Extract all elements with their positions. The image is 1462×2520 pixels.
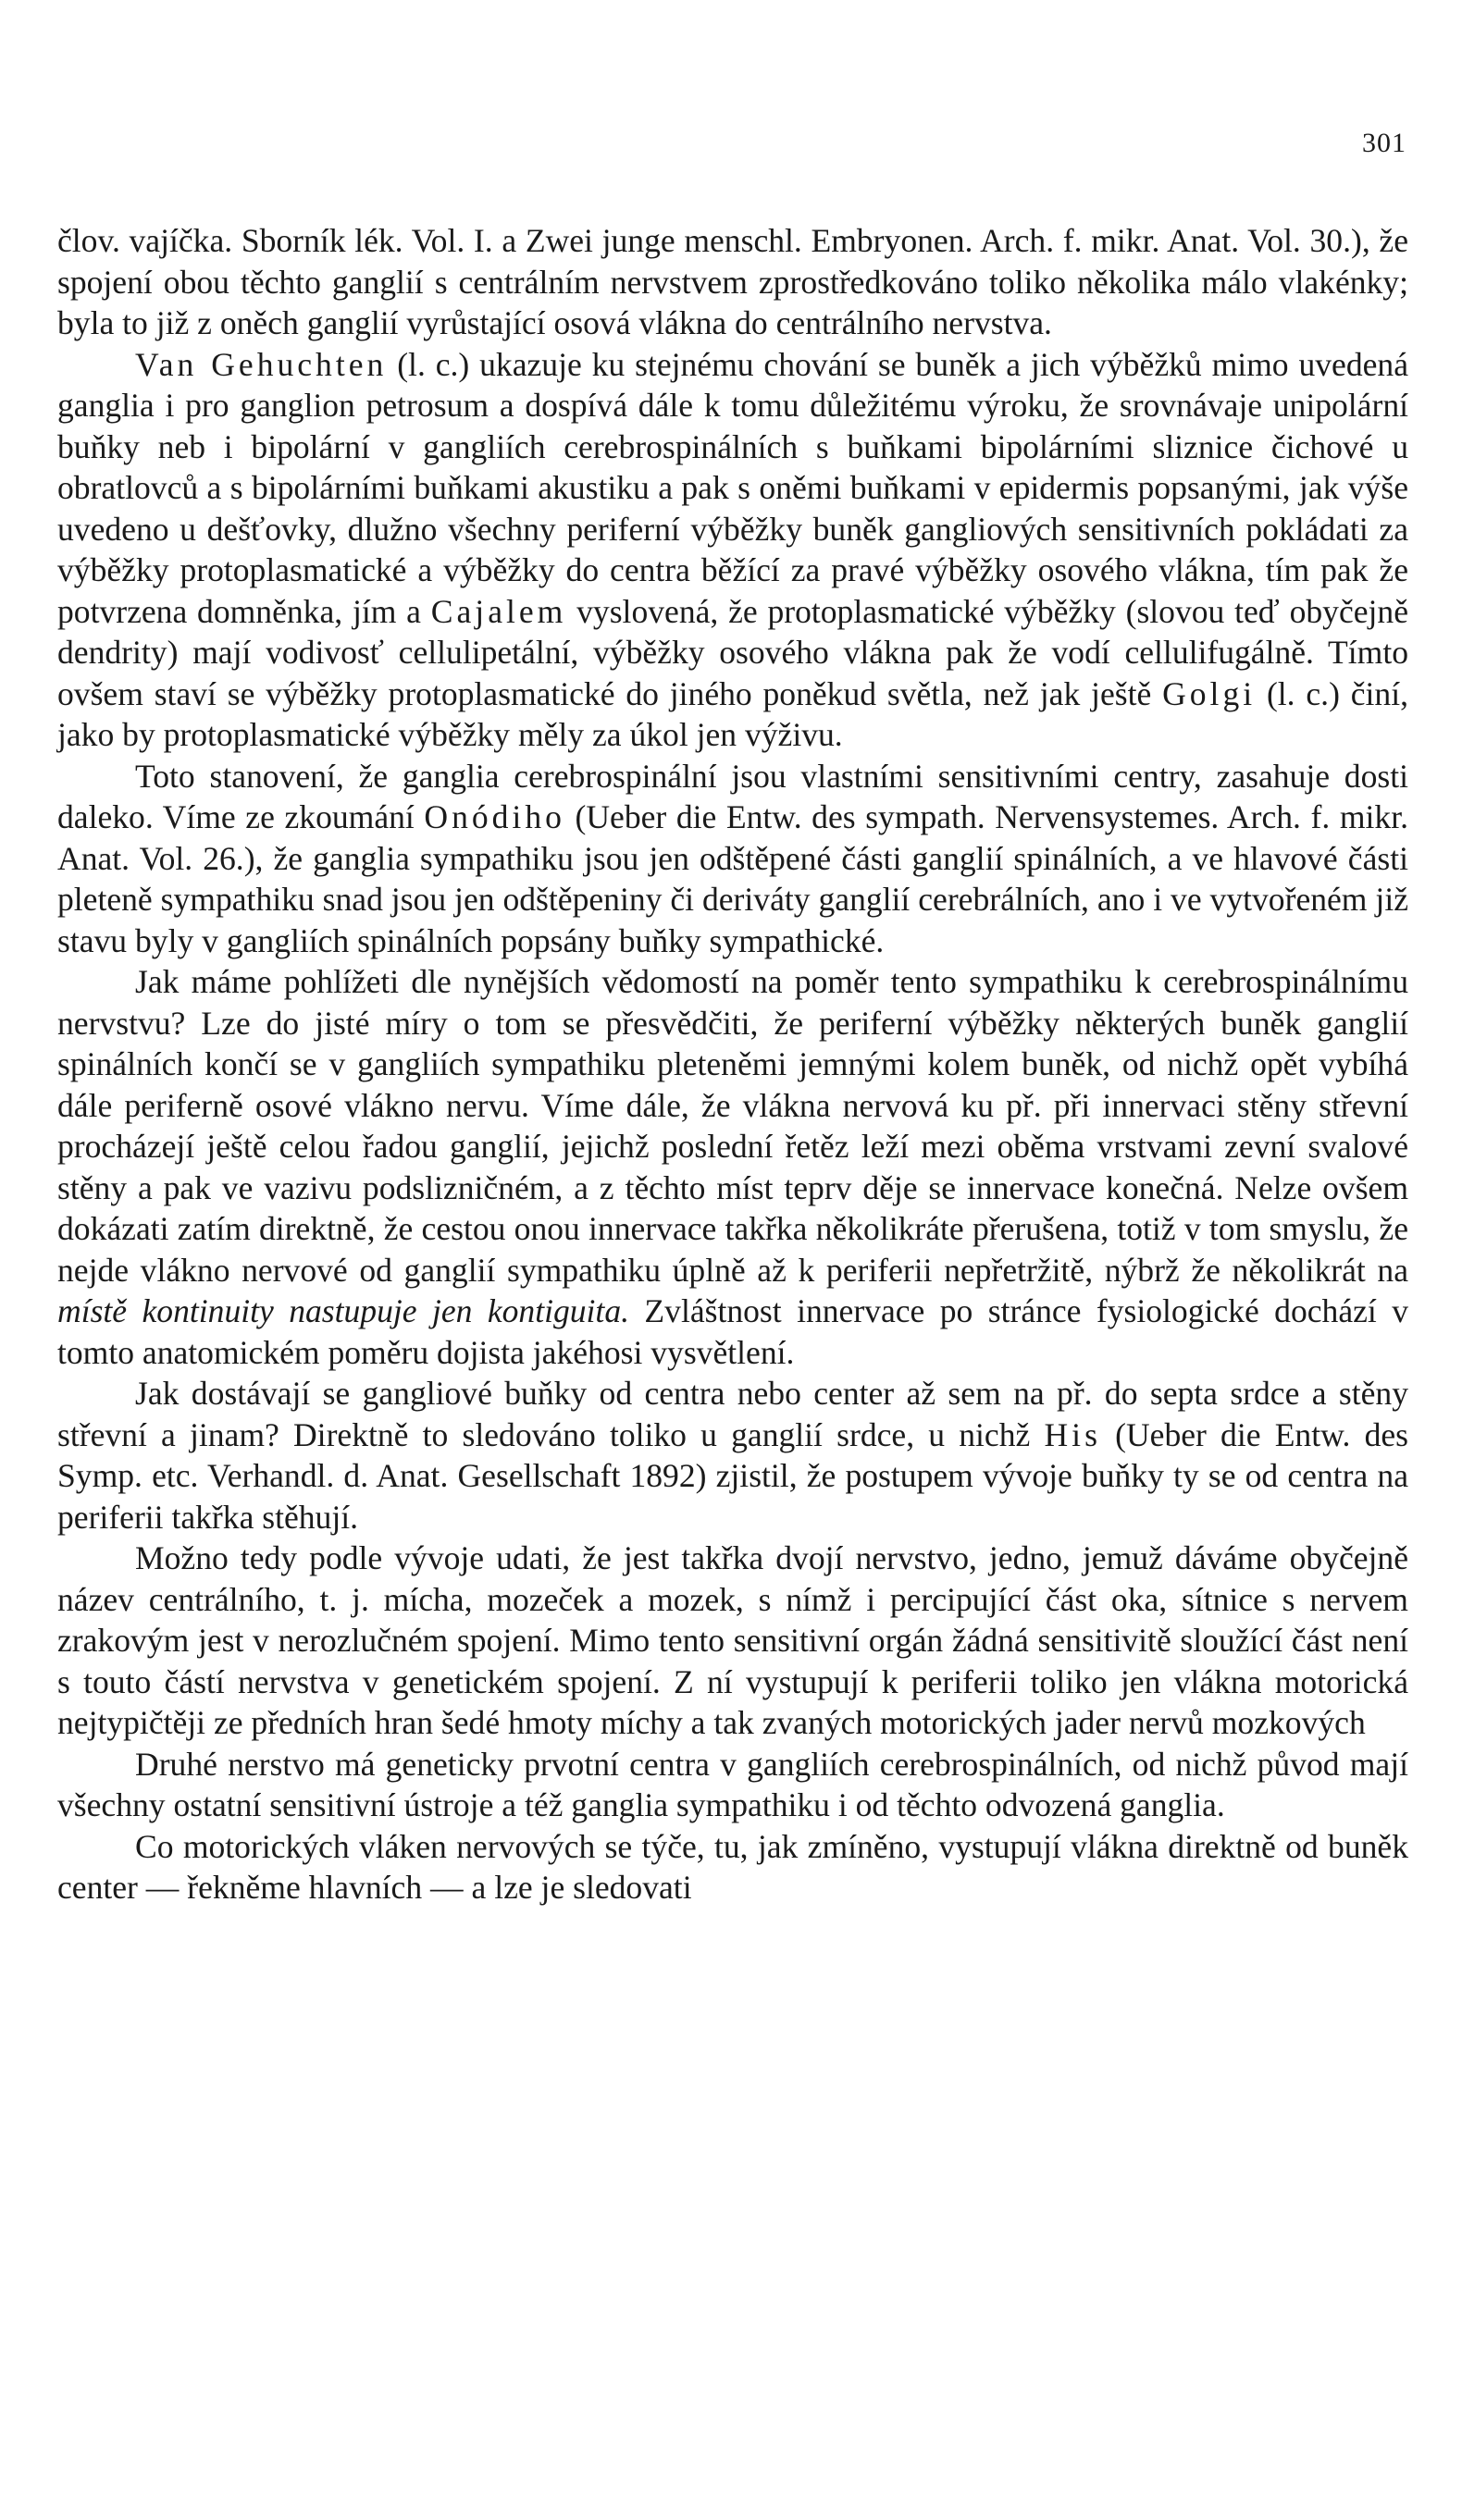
text-segment: vyslovená, že protoplasmatické výběžky (slovou teď obyčejně dendrity) mají vodivosť cellulipetální, výběžky osového vlákna pak že vodí cellulifugálně. Tímto ovšem staví se výběžky protoplasmatické do jiného poněkud světla, než jak ještě [57, 592, 1409, 712]
text-segment: (l. c.) činí, jako by protoplasmatické výběžky měly za úkol jen výživu. [57, 674, 1408, 753]
author-name: Cajalem [430, 592, 567, 630]
author-name: His [1044, 1415, 1101, 1453]
paragraph [57, 1538, 1408, 1744]
text-segment: (Ueber die Entw. des Symp. etc. Verhandl. d. Anat. Gesellschaft 1892) zjistil, že postupem vývoje buňky ty se od centra na periferii takřka stěhují. [57, 1415, 1408, 1536]
paragraph [57, 1373, 1408, 1538]
text-segment: (l. c.) ukazuje ku stejnému chování se buněk a jich výběžků mimo uvedená ganglia i pro ganglion petrosum a dospívá dále k tomu důležitému výroku, že srovnávaje unipolární buňky neb i bipolární v gangliích cerebrospinálních s buňkami bipolárními sliznice čichové u obratlovců a s bipolárními buňkami akustiku a pak s oněmi buňkami v epidermis popsanými, jak výše uvedeno u dešťovky, dlužno všechny periferní výběžky buněk gangliových sensitivních pokládati za výběžky protoplasmatické a výběžky do centra běžící za pravé výběžky osového vlákna, tím pak že potvrzena domněnka, jím a [57, 345, 1408, 630]
paragraph [57, 344, 1408, 756]
paragraph [57, 220, 1408, 344]
text-segment: Toto stanovení, že ganglia cerebrospinální jsou vlastními sensitivními centry, zasahuje dosti daleko. Víme ze zkoumání [57, 757, 1408, 835]
page-number: 301 [1362, 128, 1406, 158]
text-segment: člov. vajíčka. Sborník lék. Vol. I. a Zwei junge menschl. Embryonen. Arch. f. mikr. Anat. Vol. 30.), že spojení obou těchto ganglií s centrálním nervstvem zprostředkováno toliko několika málo vlakénky; byla to již z oněch ganglií vyrůstající osová vlákna do centrálního nervstva. [57, 222, 1408, 341]
text-segment: Zvláštnost innervace po stránce fysiologické dochází v tomto anatomickém poměru dojista jakéhosi vysvětlení. [57, 1292, 1408, 1371]
author-name: Onódiho [424, 798, 565, 835]
text-segment: Jak dostávají se gangliové buňky od centra nebo center až sem na př. do septa srdce a stěny střevní a jinam? Direktně to sledováno toliko u ganglií srdce, u nichž [57, 1375, 1408, 1453]
paragraph [57, 756, 1408, 962]
text-segment: Možno tedy podle vývoje udati, že jest takřka dvojí nervstvo, jedno, jemuž dáváme obyčejně název centrálního, t. j. mícha, mozeček a mozek, s nímž i percipující část oka, sítnice s nervem zrakovým jest v nerozlučném spojení. Mimo tento sensitivní orgán žádná sensitivitě sloužící část není s touto částí nervstva v genetickém spojení. Z ní vystupují k periferii toliko jen vlákna motorická nejtypičtěji ze předních hran šedé hmoty míchy a tak zvaných motorických jader nervů mozkových [57, 1539, 1408, 1741]
paragraph [57, 1826, 1408, 1909]
author-name: Van Gehuchten [135, 345, 388, 383]
text-segment: Co motorických vláken nervových se týče, tu, jak zmíněno, vystupují vlákna direktně od buněk center — řekněme hlavních — a lze je sledovati [57, 1827, 1408, 1906]
text-segment: (Ueber die Entw. des sympath. Nervensystemes. Arch. f. mikr. Anat. Vol. 26.), že ganglia sympathiku jsou jen odštěpené části ganglií spinálních, a ve hlavové části pleteně sympathiku snad jsou jen odštěpeniny či deriváty ganglií cerebrálních, ano i ve vytvořeném již stavu byly v gangliích spinálních popsány buňky sympathické. [57, 798, 1408, 959]
emphasis-text: místě kontinuity nastupuje jen kontiguita. [57, 1292, 630, 1329]
paragraph [57, 1744, 1408, 1826]
text-segment: Jak máme pohlížeti dle nynějších vědomostí na poměr tento sympathiku k cerebrospinálnímu nervstvu? Lze do jisté míry o tom se přesvědčiti, že periferní výběžky některých buněk ganglií spinálních končí se v gangliích sympathiku pleteněmi jemnými kolem buněk, od nichž opět vybíhá dále periferně osové vlákno nervu. Víme dále, že vlákna nervová ku př. při innervaci stěny střevní procházejí ještě celou řadou ganglií, jejichž poslední řetěz leží mezi oběma vrstvami zevní svalové stěny a pak ve vazivu podslizničném, a z těchto míst teprv děje se innervace konečná. Nelze ovšem dokázati zatím direktně, že cestou onou innervace takřka několikráte přerušena, totiž v tom smyslu, že nejde vlákno nervové od ganglií sympathiku úplně až k periferii nepřetržitě, nýbrž že několikrát na [57, 963, 1408, 1289]
author-name: Golgi [1162, 674, 1257, 712]
text-segment: Druhé nerstvo má geneticky prvotní centra v gangliích cerebrospinálních, od nichž původ mají všechny ostatní sensitivní ústroje a též ganglia sympathiku i od těchto odvozená ganglia. [57, 1745, 1408, 1823]
body-text [57, 220, 1408, 1909]
paragraph [57, 961, 1408, 1373]
